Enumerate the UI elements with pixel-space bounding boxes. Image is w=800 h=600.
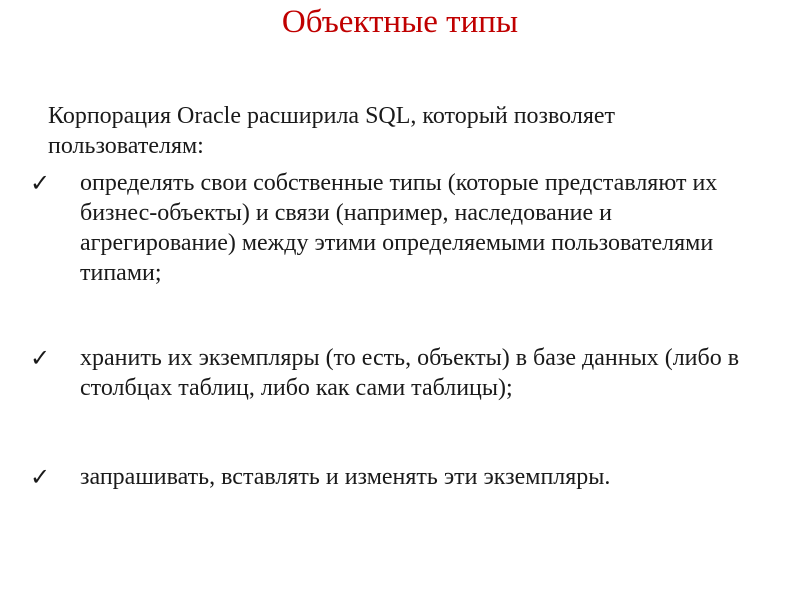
intro-text: Корпорация Oracle расширила SQL, который позволяет пользователям:: [48, 103, 616, 159]
bullet-text: хранить их экземпляры (то есть, объекты) в базе данных (либо в столбцах таблиц, либо как сами таблицы);: [80, 345, 740, 401]
slide-title: Объектные типы: [281, 4, 519, 40]
check-mark-icon: ✓: [30, 169, 51, 197]
bullet-item: [30, 168, 770, 288]
bullet-item: [30, 343, 770, 403]
bullet-text: определять свои собственные типы (которые представляют их бизнес-объекты) и связи (например, наследование и агрегирование) между этими определяемыми пользователями типами;: [80, 170, 718, 286]
check-mark-icon: ✓: [30, 344, 51, 372]
bullet-text: запрашивать, вставлять и изменять эти экземпляры.: [80, 464, 611, 490]
bullet-list: [30, 168, 770, 492]
check-mark-icon: ✓: [30, 463, 51, 491]
bullet-item: [30, 462, 770, 492]
